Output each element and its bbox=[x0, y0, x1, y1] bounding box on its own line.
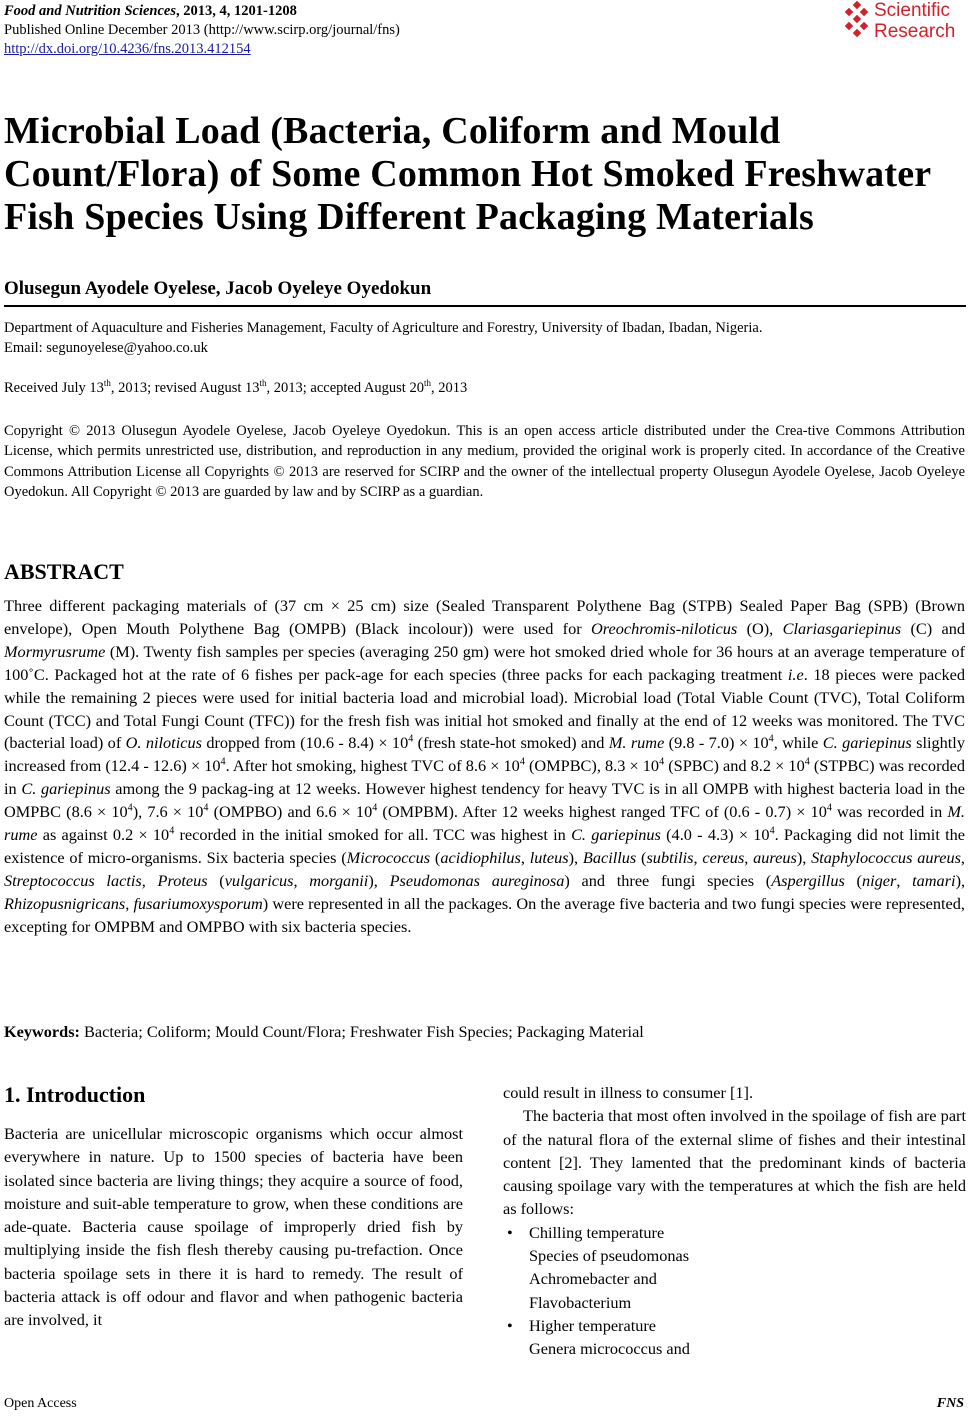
doi-link[interactable]: http://dx.doi.org/10.4236/fns.2013.412154 bbox=[4, 41, 251, 57]
t: ), 7.6 × 10 bbox=[132, 802, 204, 822]
title-rule bbox=[4, 305, 966, 307]
received-date: Received July 13 bbox=[4, 380, 104, 396]
t: C. gariepinus bbox=[21, 779, 111, 799]
logo-line-1: Scientific bbox=[874, 0, 951, 21]
t: . 18 pieces were packed while the remaining 2 pieces were used for initial bacteria load and microbial load). Microbial load (Total Viable Count (TVC), Total Coliform Count (TCC) and Total Fungi Count (TFC)) for the fresh fish was initial hot smoked and finally at the end of 12 weeks was monitored. The TVC (bacterial load) of bbox=[4, 664, 966, 753]
abstract-heading: ABSTRACT bbox=[4, 559, 124, 584]
t: luteus bbox=[529, 847, 569, 867]
t: . After hot smoking, highest TVC of 8.6 × 10 bbox=[225, 756, 520, 776]
intro-paragraph-1: Bacteria are unicellular microscopic organisms which occur almost everywhere in nature. Up to 1500 species of bacteria have been isolated since bacteria are living things; they acquire a source of food, moisture and suit-able temperature to grow, when these conditions are ade-quate. Bacteria cause spoilage of improperly dried fish by multiplying inside the fish flesh thereby causing pu-trefaction. Once bacteria spoilage sets in there it is hard to remedy. The result of bacteria attack is off odour and flavor and when pathogenic bacteria are involved, it bbox=[4, 1124, 463, 1330]
t: 4 bbox=[203, 802, 209, 814]
t: (OMPBC), 8.3 × 10 bbox=[524, 756, 660, 776]
journal-name: Food and Nutrition Sciences bbox=[4, 3, 177, 19]
t: . Packaging did not limit the existence of micro-organisms. Six bacteria species ( bbox=[4, 825, 965, 867]
t: 4 bbox=[127, 802, 133, 814]
t: Aspergillus bbox=[771, 870, 845, 890]
intro-paragraph-2: The bacteria that most often involved in the spoilage of fish are part of the natural flora of the external slime of fishes and their intestinal content [2]. They lamented that the predominant kinds of bacteria causing spoilage vary with the temperatures at which the fish are held as follows: bbox=[503, 1106, 966, 1219]
intro-right-column bbox=[503, 1081, 966, 1361]
t: ), bbox=[796, 847, 812, 867]
keywords-text: Bacteria; Coliform; Mould Count/Flora; Freshwater Fish Species; Packaging Material bbox=[79, 1022, 644, 1041]
t: (OMPBM). After 12 weeks highest ranged TFC of (0.6 - 0.7) × 10 bbox=[377, 802, 827, 822]
email: Email: segunoyelese@yahoo.co.uk bbox=[4, 340, 208, 356]
t: (STPBC) was recorded in bbox=[4, 756, 965, 799]
logo-mark-icon bbox=[844, 2, 870, 40]
published-line: Published Online December 2013 (http://www.scirp.org/journal/fns) bbox=[4, 22, 400, 38]
dates bbox=[4, 378, 964, 398]
t: Pseudomonas aureginosa bbox=[389, 870, 565, 890]
t: (OMPBO) and 6.6 × 10 bbox=[208, 802, 373, 822]
t: (O), bbox=[737, 618, 783, 638]
page-footer bbox=[4, 1396, 964, 1412]
list-item-label: Chilling temperature bbox=[529, 1222, 665, 1242]
intro-left-column bbox=[4, 1122, 463, 1332]
t: slightly increased from (12.4 - 12.6) × 10 bbox=[4, 733, 965, 776]
sup: th bbox=[423, 378, 431, 389]
t: Three different packaging materials of (37 cm × 25 cm) size (Sealed Transparent Polythene Bag (STPB) Sealed Paper Bag (SPB) (Brown envelope), Open Mouth Polythene Bag (OMPB) (Black incolour)) were used for bbox=[4, 596, 965, 638]
t: , while bbox=[773, 733, 823, 753]
t: Staphylococcus aureus bbox=[811, 847, 961, 867]
t: 4 bbox=[372, 802, 378, 814]
t: ( bbox=[430, 847, 441, 867]
t: 4 bbox=[408, 734, 414, 746]
revised-date: , 2013; revised August 13 bbox=[110, 380, 260, 396]
list-subitem: Achromebacter and bbox=[529, 1269, 657, 1289]
t: M. rume bbox=[4, 802, 965, 845]
list-item-label: Higher temperature bbox=[529, 1315, 657, 1335]
t: recorded in the initial smoked for all. TCC was highest in bbox=[174, 825, 572, 845]
date-year: , 2013 bbox=[430, 380, 468, 396]
t: fusariumoxysporum bbox=[133, 893, 263, 913]
authors: Olusegun Ayodele Oyelese, Jacob Oyeleye Oyedokun bbox=[4, 278, 432, 299]
temperature-list bbox=[503, 1221, 966, 1361]
t: 4 bbox=[826, 802, 832, 814]
t: among the 9 packag-ing at 12 weeks. However highest tendency for heavy TVC is in all OMPB with highest bacteria load in the OMPBC (8.6 × 10 bbox=[4, 779, 965, 822]
abstract-body: Three different packaging materials of (37 cm × 25 cm) size (Sealed Transparent Polythene Bag (STPB) Sealed Paper Bag (SPB) (Brown envelope), Open Mouth Polythene Bag (OMPB) (Black incolour)) were used for Oreochromis-niloticus (O), Clariasgariepinus (C) and Mormyrusrume (M). Twenty fish samples per species (averaging 250 gm) were hot smoked dried whole for 36 hours at an average temperature of 100˚C. Packaged hot at the rate of 6 fishes per pack-age for each species (three packs for each packaging treatment i.e. 18 pieces were packed while the remaining 2 pieces were used for initial bacteria load and microbial load). Microbial load (Total Viable Count (TVC), Total Coliform Count (TCC) and Total Fungi Count (TFC)) for the fresh fish was initial hot smoked and finally at the end of 12 weeks was monitored. The TVC (bacterial load) of O. niloticus dropped from $(10.6 - 8.4) \times 10^4$ (fresh state-hot smoked) and M. rume $(9.8 - 7.0) \times 10^4$, while C. gariepinus slightly increased from $(12.4 - 12.6) \times 10^4$. After hot smoking, highest TVC of $8.6 \times 10^4$ (OMPBC), $8.3 \times 10^4$ (SPBC) and $8.2 \times 10^4$ (STPBC) was recorded in C. gariepinus among the 9 packag-ing at 12 weeks. However highest tendency for heavy TVC is in all OMPB with highest bacteria load in the OMPBC $(8.6 \times 10^4)$, $7.6 \times 10^4$ (OMPBO) and $6.6 \times 10^4$ (OMPBM). After 12 weeks highest ranged TFC of $(0.6 - 0.7) \times 10^4$ was recorded in M. rume as against $0.2 \times 10^4$ recorded in the initial smoked for all. TCC was highest in C. gariepinus $(4.0 - 4.3) \times 10^4$. Packaging did not limit the existence of micro-organisms. Six bacteria species (Micrococcus (acidiophilus, luteus), Bacillus (subtilis, cereus, aureus), Staphylococcus aureus, Streptococcus lactis, Proteus (vulgaricus, morganii), Pseudomonas aureginosa) and three fungi species (Aspergillus (niger, tamari), Rhizopusnigricans, fusariumoxysporum) were represented in all the packages. On the average five bacteria and two fungi species were represented, excepting for OMPBM and OMPBO with six bacteria species. bbox=[4, 596, 966, 936]
t: as against 0.2 × 10 bbox=[37, 825, 170, 845]
t: acidiophilus bbox=[440, 847, 521, 867]
keywords bbox=[4, 1022, 964, 1042]
t: vulgaricus bbox=[224, 870, 294, 890]
t: O. niloticus bbox=[125, 733, 202, 753]
t: ) were represented in all the packages. On the average five bacteria and two fungi species were represented, excepting for OMPBM and OMPBO with six bacteria species. bbox=[4, 893, 965, 936]
t: Mormyrusrume bbox=[4, 641, 106, 661]
t: morganii bbox=[309, 870, 369, 890]
t: Micrococcus bbox=[346, 847, 431, 867]
t: C. gariepinus bbox=[571, 825, 661, 845]
journal-header bbox=[4, 2, 400, 59]
list-item bbox=[503, 1221, 966, 1244]
t: (SPBC) and 8.2 × 10 bbox=[664, 756, 805, 776]
scientific-research-logo bbox=[844, 0, 966, 44]
list-subitem: Genera micrococcus and bbox=[529, 1339, 690, 1359]
journal-volume: , 2013, 4, 1201-1208 bbox=[176, 3, 297, 19]
t: ) and three fungi species ( bbox=[564, 870, 772, 890]
t: (C) and bbox=[901, 618, 966, 638]
list-subitem: Species of pseudomonas bbox=[529, 1246, 690, 1266]
t: C. gariepinus bbox=[822, 733, 912, 753]
accepted-date: , 2013; accepted August 20 bbox=[266, 380, 424, 396]
t: (fresh state-hot smoked) and bbox=[413, 733, 609, 753]
list-item bbox=[503, 1314, 966, 1337]
list-subitem: Flavobacterium bbox=[529, 1292, 632, 1312]
t: dropped from (10.6 - 8.4) × 10 bbox=[201, 733, 409, 753]
sup: th bbox=[259, 378, 267, 389]
t: 4 bbox=[169, 825, 175, 837]
footer-open-access: Open Access bbox=[4, 1396, 77, 1411]
t: tamari bbox=[912, 870, 956, 890]
t: niger bbox=[861, 870, 897, 890]
intro-heading: 1. Introduction bbox=[4, 1082, 146, 1107]
t: 4 bbox=[804, 756, 810, 768]
t: i.e bbox=[787, 664, 804, 684]
t: (9.8 - 7.0) × 10 bbox=[664, 733, 769, 753]
t: Clariasgariepinus bbox=[782, 618, 902, 638]
t: 4 bbox=[768, 734, 774, 746]
keywords-label: Keywords: bbox=[4, 1022, 80, 1041]
affiliation bbox=[4, 318, 964, 358]
affiliation-text: Department of Aquaculture and Fisheries Management, Faculty of Agriculture and Forestry, University of Ibadan, Ibadan, Nigeria. bbox=[4, 320, 763, 336]
t: was recorded in bbox=[831, 802, 948, 822]
t: 4 bbox=[769, 825, 775, 837]
paper-title: Microbial Load (Bacteria, Coliform and Mould Count/Flora) of Some Common Hot Smoked Freshwater Fish Species Using Different Packaging Materials bbox=[4, 110, 931, 238]
t: (M). Twenty fish samples per species (averaging 250 gm) were hot smoked dried whole for 36 hours at an average temperature of 100˚C. Packaged hot at the rate of 6 fishes per pack-age for each species (three packs for each packaging treatment bbox=[4, 641, 965, 684]
t: Oreochromis-niloticus bbox=[591, 618, 738, 638]
intro-paragraph-1-end: could result in illness to consumer [1]. bbox=[503, 1083, 754, 1102]
t: (4.0 - 4.3) × 10 bbox=[660, 825, 770, 845]
t: M. rume bbox=[608, 733, 665, 753]
logo-line-2: Research bbox=[874, 21, 956, 42]
t: 4 bbox=[659, 756, 665, 768]
sup: th bbox=[103, 378, 111, 389]
t: cereus bbox=[702, 847, 745, 867]
t: ( bbox=[636, 847, 647, 867]
t: Rhizopusnigricans bbox=[4, 893, 126, 913]
t: ), bbox=[568, 847, 583, 867]
footer-journal-abbrev: FNS bbox=[936, 1396, 964, 1411]
bullet-icon: • bbox=[507, 1222, 513, 1242]
t: subtilis bbox=[646, 847, 694, 867]
t: aureus bbox=[753, 847, 797, 867]
t: 4 bbox=[519, 756, 525, 768]
t: Proteus bbox=[157, 870, 208, 890]
bullet-icon: • bbox=[507, 1315, 513, 1335]
t: Bacillus bbox=[582, 847, 637, 867]
t: 4 bbox=[220, 756, 226, 768]
t: Streptococcus lactis bbox=[4, 870, 142, 890]
copyright-notice: Copyright © 2013 Olusegun Ayodele Oyelese, Jacob Oyeleye Oyedokun. This is an open access article distributed under the Crea-tive Commons Attribution License, which permits unrestricted use, distribution, and reproduction in any medium, provided the original work is properly cited. In accordance of the Creative Commons Attribution License all Copyrights © 2013 are reserved for SCIRP and the owner of the intellectual property Olusegun Ayodele Oyelese, Jacob Oyeleye Oyedokun. All Copyright © 2013 are guarded by law and by SCIRP as a guardian. bbox=[4, 423, 965, 500]
